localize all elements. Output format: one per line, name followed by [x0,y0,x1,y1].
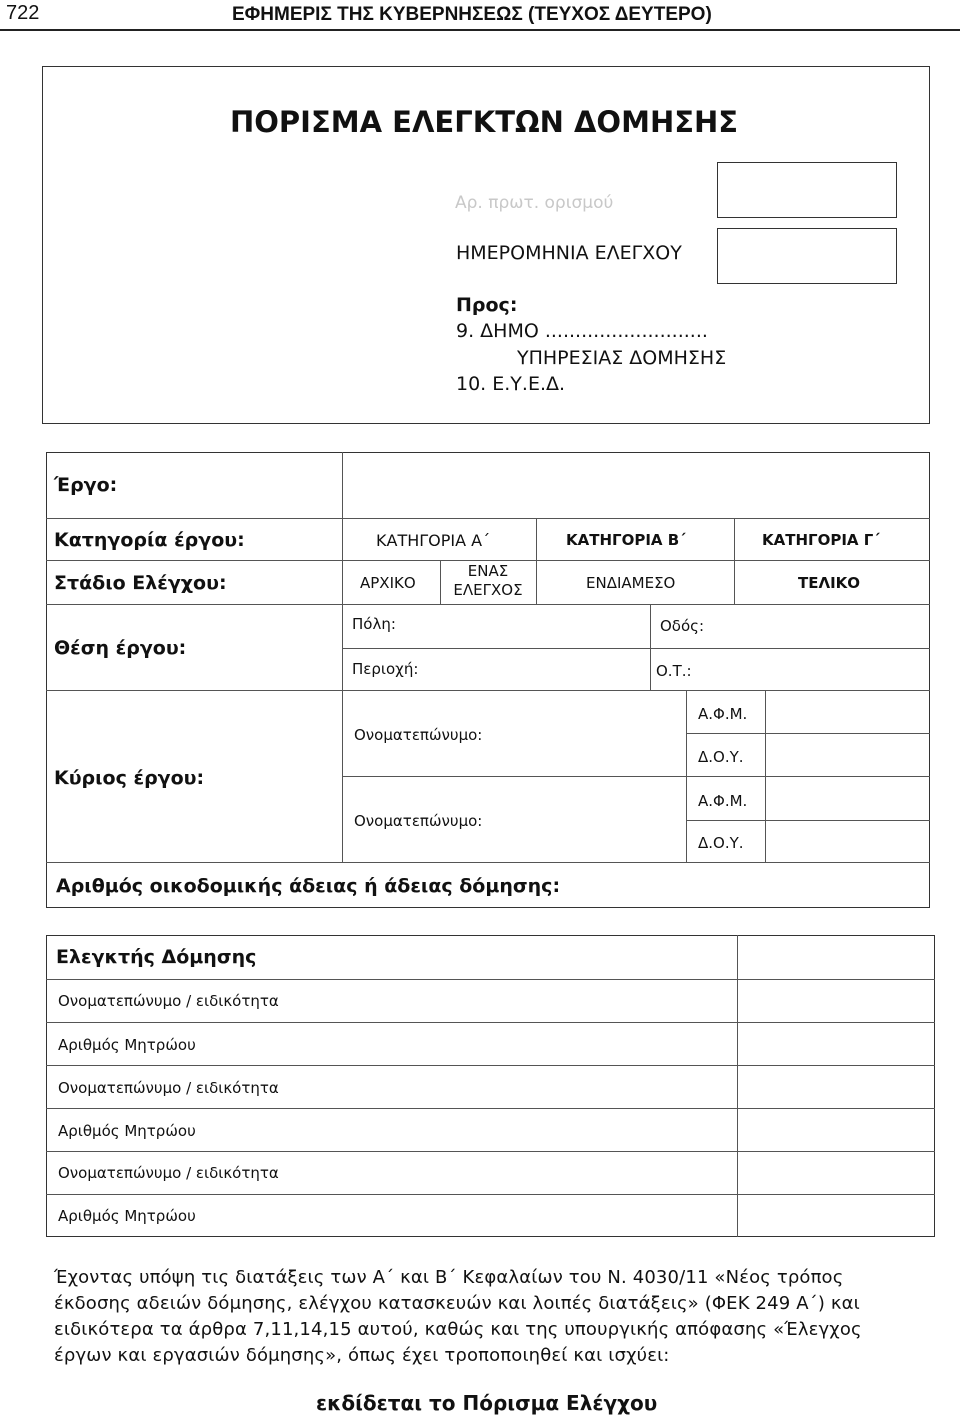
location-label: Θέση έργου: [54,637,187,659]
col-divider [737,935,738,1237]
category-label: Κατηγορία έργου: [54,529,245,551]
stage-intermediate-option[interactable]: ΕΝΔΙΑΜΕΣΟ [586,574,676,592]
stage-single-line2: ΕΛΕΓΧΟΣ [453,581,523,599]
row-divider [686,820,930,821]
street-label: Οδός: [660,617,705,635]
inspector-row-name: Ονοματεπώνυμο / ειδικότητα [58,992,279,1010]
inspection-date-field[interactable] [717,228,897,284]
col-divider [650,604,651,690]
row-divider [343,776,930,777]
inspector-row-registry: Αριθμός Μητρώου [58,1207,196,1225]
page-number: 722 [6,2,40,24]
category-b-option[interactable]: ΚΑΤΗΓΟΡΙΑ Β΄ [566,531,686,549]
inspection-date-label: ΗΜΕΡΟΜΗΝΙΑ ΕΛΕΓΧΟΥ [456,242,682,264]
area-label: Περιοχή: [352,660,419,678]
row-divider [46,1151,935,1152]
legal-line: έργων και εργασιών δόμησης», όπως έχει τροποποιηθεί και ισχύει: [54,1345,670,1366]
category-a-option[interactable]: ΚΑΤΗΓΟΡΙΑ Α΄ [376,531,491,550]
col-divider [536,518,537,604]
afm-label-1: Α.Φ.Μ. [698,705,748,723]
permit-number-label: Αριθμός οικοδομικής άδειας ή άδειας δόμησης: [56,875,561,897]
legal-line: Έχοντας υπόψη τις διατάξεις των Α΄ και Β΄ Κεφαλαίων του Ν. 4030/11 «Νέος τρόπος [54,1267,844,1288]
owner-name-label-2: Ονοματεπώνυμο: [354,812,483,830]
row-divider [46,1194,935,1195]
city-label: Πόλη: [352,615,396,633]
block-label: Ο.Τ.: [656,662,692,680]
row-divider [686,733,930,734]
closing-statement: εκδίδεται το Πόρισμα Ελέγχου [316,1391,658,1415]
recipient-building-service: ΥΠΗΡΕΣΙΑΣ ΔΟΜΗΣΗΣ [517,347,727,369]
stage-single-line1: ΕΝΑΣ [467,562,509,580]
inspector-row-registry: Αριθμός Μητρώου [58,1036,196,1054]
row-divider [46,604,930,605]
row-divider [46,862,930,863]
afm-label-2: Α.Φ.Μ. [698,792,748,810]
gazette-title: ΕΦΗΜΕΡΙΣ ΤΗΣ ΚΥΒΕΡΝΗΣΕΩΣ (ΤΕΥΧΟΣ ΔΕΥΤΕΡΟ) [232,4,712,25]
stage-single-option[interactable] [441,562,535,600]
protocol-label-faded: Αρ. πρωτ. ορισμού [455,193,614,213]
row-divider [343,648,930,649]
row-divider [46,518,930,519]
header-rule [0,29,960,31]
inspector-title: Ελεγκτής Δόμησης [56,946,257,968]
row-divider [46,1065,935,1066]
form-title: ΠΟΡΙΣΜΑ ΕΛΕΓΚΤΩΝ ΔΟΜΗΣΗΣ [230,105,739,139]
inspector-row-registry: Αριθμός Μητρώου [58,1122,196,1140]
doy-label-1: Δ.Ο.Υ. [698,748,744,766]
col-divider [734,518,735,604]
doy-label-2: Δ.Ο.Υ. [698,834,744,852]
recipient-eyed: 10. Ε.Υ.Ε.Δ. [456,373,566,395]
row-divider [46,1022,935,1023]
project-field[interactable] [343,453,929,517]
stage-initial-option[interactable]: ΑΡΧΙΚΟ [360,574,416,592]
row-divider [46,560,930,561]
stage-label: Στάδιο Ελέγχου: [54,572,227,594]
row-divider [46,1108,935,1109]
col-divider [765,690,766,862]
protocol-number-field[interactable] [717,162,897,218]
project-label: Έργο: [54,474,118,496]
category-c-option[interactable]: ΚΑΤΗΓΟΡΙΑ Γ΄ [762,531,880,549]
stage-final-option[interactable]: ΤΕΛΙΚΟ [798,574,861,592]
to-label: Προς: [456,294,518,316]
legal-line: ειδικότερα τα άρθρα 7,11,14,15 αυτού, καθώς και της υπουργικής απόφασης «Έλεγχος [54,1319,862,1340]
row-divider [46,690,930,691]
project-table [46,452,930,908]
legal-line: έκδοσης αδειών δόμησης, ελέγχου κατασκευών και λοιπές διατάξεις» (ΦΕΚ 249 Α΄) και [54,1293,860,1314]
owner-label: Κύριος έργου: [54,767,205,789]
inspector-row-name: Ονοματεπώνυμο / ειδικότητα [58,1079,279,1097]
row-divider [46,979,935,980]
owner-name-label-1: Ονοματεπώνυμο: [354,726,483,744]
col-divider [686,690,687,862]
recipient-municipality: 9. ΔΗΜΟ ........................... [456,320,708,342]
inspector-row-name: Ονοματεπώνυμο / ειδικότητα [58,1164,279,1182]
legal-paragraph [54,1265,944,1369]
